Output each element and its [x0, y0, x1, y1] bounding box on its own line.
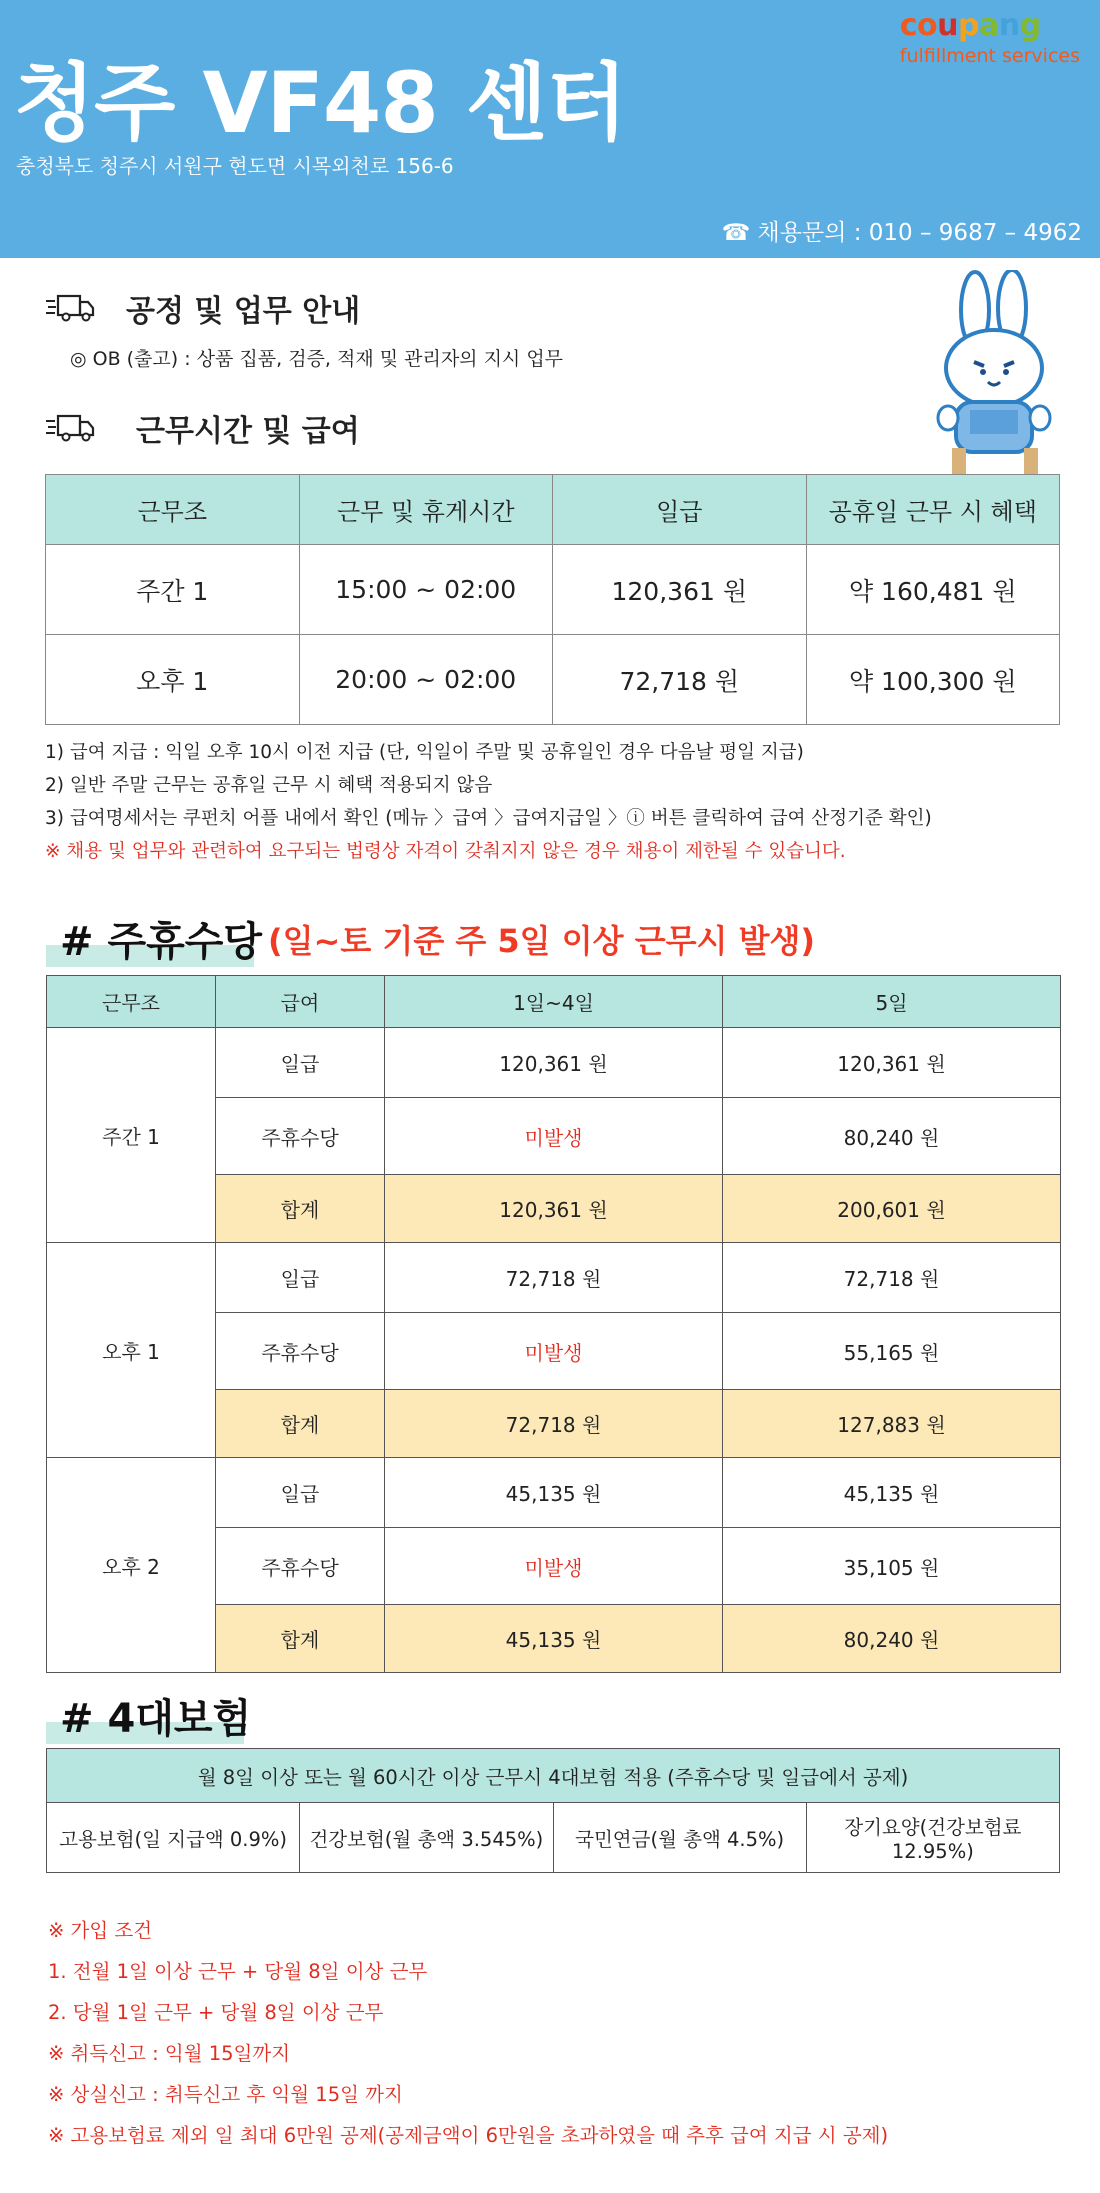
table-cell: 주간 1	[46, 545, 300, 635]
table-cell: 약 100,300 원	[806, 635, 1060, 725]
table-cell: 국민연금(월 총액 4.5%)	[553, 1803, 806, 1873]
condition-line: 1. 전월 1일 이상 근무 + 당월 8일 이상 근무	[48, 1960, 428, 1983]
table-cell: 72,718 원	[553, 635, 807, 725]
table-cell: 장기요양(건강보험료 12.95%)	[806, 1803, 1059, 1873]
table-cell: 미발생	[385, 1528, 723, 1605]
weekly-allowance-heading	[46, 910, 262, 967]
table-header-row	[47, 976, 1061, 1028]
shift-cell: 오후 2	[47, 1458, 216, 1673]
table-cell: 합계	[216, 1175, 385, 1243]
table-cell: 80,240 원	[723, 1605, 1061, 1673]
col-header: 근무 및 휴게시간	[299, 475, 553, 545]
logo-subtitle: fulfillment services	[899, 45, 1080, 67]
col-header: 5일	[723, 976, 1061, 1028]
section-process-heading	[46, 286, 360, 330]
center-address: 충청북도 청주시 서원구 현도면 시목외천로 156-6	[16, 154, 454, 178]
condition-line: ※ 상실신고 : 취득신고 후 익월 15일 까지	[48, 2083, 403, 2106]
table-cell: 55,165 원	[723, 1313, 1061, 1390]
insurance-title: # 4대보험	[60, 1696, 252, 1742]
table-cell: 주휴수당	[216, 1528, 385, 1605]
table-cell: 오후 1	[46, 635, 300, 725]
table-cell: 20:00 ~ 02:00	[299, 635, 553, 725]
col-header: 근무조	[47, 976, 216, 1028]
table-cell: 일급	[216, 1243, 385, 1313]
section-title: 공정 및 업무 안내	[126, 294, 361, 329]
rabbit-mascot-illustration	[930, 270, 1060, 480]
note-line: 3) 급여명세서는 쿠펀치 어플 내에서 확인 (메뉴 〉급여 〉급여지급일 〉ⓘ 버튼 클릭하여 급여 산정기준 확인)	[45, 808, 932, 829]
col-header: 일급	[553, 475, 807, 545]
table-cell: 120,361 원	[553, 545, 807, 635]
table-cell: 미발생	[385, 1313, 723, 1390]
condition-line: 2. 당월 1일 근무 + 당월 8일 이상 근무	[48, 2001, 384, 2024]
table-header-row	[47, 1749, 1060, 1803]
table-header-row	[46, 475, 1060, 545]
table-cell: 미발생	[385, 1098, 723, 1175]
work-hours-pay-table	[45, 474, 1060, 725]
table-cell: 약 160,481 원	[806, 545, 1060, 635]
table-cell: 72,718 원	[385, 1390, 723, 1458]
table-cell: 합계	[216, 1605, 385, 1673]
header-banner	[0, 0, 1100, 258]
table-cell: 일급	[216, 1028, 385, 1098]
insurance-header-cell: 월 8일 이상 또는 월 60시간 이상 근무시 4대보험 적용 (주휴수당 및 일급에서 공제)	[47, 1749, 1060, 1803]
logo-wordmark: coupang	[899, 8, 1041, 43]
table-cell: 주휴수당	[216, 1098, 385, 1175]
note-warning: ※ 채용 및 업무와 관련하여 요구되는 법령상 자격이 갖춰지지 않은 경우 채용이 제한될 수 있습니다.	[45, 841, 846, 862]
ob-description: ◎ OB (출고) : 상품 집품, 검증, 적재 및 관리자의 지시 업무	[70, 348, 564, 370]
shift-cell: 오후 1	[47, 1243, 216, 1458]
note-line: 2) 일반 주말 근무는 공휴일 근무 시 혜택 적용되지 않음	[45, 775, 493, 796]
col-header: 공휴일 근무 시 혜택	[806, 475, 1060, 545]
table-row	[46, 545, 1060, 635]
table-cell: 일급	[216, 1458, 385, 1528]
table-row	[47, 1243, 1061, 1313]
insurance-conditions	[48, 1910, 888, 2156]
table-cell: 127,883 원	[723, 1390, 1061, 1458]
condition-line: ※ 가입 조건	[48, 1919, 153, 1942]
table-cell: 72,718 원	[723, 1243, 1061, 1313]
note-line: 1) 급여 지급 : 익일 오후 10시 이전 지급 (단, 익일이 주말 및 공휴일인 경우 다음날 평일 지급)	[45, 742, 804, 763]
table-row	[47, 1803, 1060, 1873]
recruit-contact: ☎ 채용문의 : 010 – 9687 – 4962	[721, 220, 1082, 246]
truck-icon	[46, 293, 96, 323]
table-cell: 45,135 원	[385, 1605, 723, 1673]
insurance-table	[46, 1748, 1060, 1873]
table-cell: 35,105 원	[723, 1528, 1061, 1605]
coupang-logo	[900, 8, 1080, 67]
condition-line: ※ 취득신고 : 익월 15일까지	[48, 2042, 291, 2065]
table-cell: 120,361 원	[723, 1028, 1061, 1098]
table-cell: 45,135 원	[385, 1458, 723, 1528]
table-cell: 120,361 원	[385, 1028, 723, 1098]
col-header: 근무조	[46, 475, 300, 545]
table-cell: 45,135 원	[723, 1458, 1061, 1528]
shift-cell: 주간 1	[47, 1028, 216, 1243]
table-row	[46, 635, 1060, 725]
table-cell: 200,601 원	[723, 1175, 1061, 1243]
table-cell: 건강보험(월 총액 3.545%)	[300, 1803, 553, 1873]
col-header: 1일~4일	[385, 976, 723, 1028]
pay-notes	[45, 736, 932, 868]
truck-icon	[46, 413, 96, 443]
page-title: 청주 VF48 센터	[14, 54, 627, 152]
weekly-allowance-table	[46, 975, 1061, 1673]
table-cell: 120,361 원	[385, 1175, 723, 1243]
table-cell: 고용보험(일 지급액 0.9%)	[47, 1803, 300, 1873]
table-cell: 80,240 원	[723, 1098, 1061, 1175]
section-pay-heading	[46, 406, 360, 450]
table-cell: 주휴수당	[216, 1313, 385, 1390]
table-cell: 72,718 원	[385, 1243, 723, 1313]
weekly-allowance-title: # 주휴수당	[60, 919, 263, 965]
table-cell: 합계	[216, 1390, 385, 1458]
insurance-heading	[46, 1687, 251, 1744]
table-cell: 15:00 ~ 02:00	[299, 545, 553, 635]
section-title: 근무시간 및 급여	[136, 414, 360, 449]
weekly-allowance-subtitle: (일~토 기준 주 5일 이상 근무시 발생)	[268, 922, 816, 960]
table-row	[47, 1458, 1061, 1528]
col-header: 급여	[216, 976, 385, 1028]
condition-line: ※ 고용보험료 제외 일 최대 6만원 공제(공제금액이 6만원을 초과하였을 때 추후 급여 지급 시 공제)	[48, 2124, 889, 2147]
table-row	[47, 1028, 1061, 1098]
